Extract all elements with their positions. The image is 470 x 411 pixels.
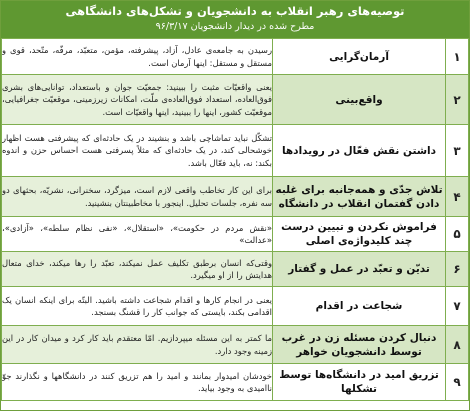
row-description: خودشان امیدوار بمانند و امید را هم تزریق کنند در دانشگاهها و نگذارند جوّ ناامیدی به وجود بیاید. — [2, 364, 273, 401]
row-description: یعنی در انجام کارها و اقدام شجاعت داشته باشید. البتّه برای اینکه انسان یک اقدامی بکند، بایستی که جوانب کار را قشنگ بسنجد. — [2, 287, 273, 326]
row-number: ۹ — [446, 364, 469, 401]
row-topic: واقع‌بینی — [273, 75, 446, 125]
table-row — [2, 75, 469, 125]
table-row — [2, 252, 469, 287]
row-number: ۵ — [446, 217, 469, 252]
row-topic: تدیّن و تعبّد در عمل و گفتار — [273, 252, 446, 287]
row-topic: شجاعت در اقدام — [273, 287, 446, 326]
row-description: ما کمتر به این مسئله میپردازیم. امّا معتقدم باید کار کرد و میدان کار در این زمینه وجود دارد. — [2, 326, 273, 364]
table-row — [2, 364, 469, 401]
table-title: توصیه‌های رهبر انقلاب به دانشجویان و تشکل‌های دانشگاهی — [65, 4, 405, 18]
row-topic: دنبال کردن مسئله زن در غرب توسط دانشجویان خواهر — [273, 326, 446, 364]
row-description: تشکّل نباید تماشاچی باشد و بنشیند در یک حادثه‌ای که پیشرفتی هست اظهار خوشحالی کند، در یک حادثه‌ای که مثلاً پسرفتی هست احساس حزن و اندوه بکند: نه، باید فعّال باشد. — [2, 125, 273, 177]
row-topic: تلاش جدّی و همه‌جانبه برای غلبه دادن گفتمان انقلاب در دانشگاه — [273, 177, 446, 217]
row-number: ۲ — [446, 75, 469, 125]
table-row — [2, 125, 469, 177]
row-number: ۱ — [446, 39, 469, 75]
table-row — [2, 39, 469, 75]
row-number: ۷ — [446, 287, 469, 326]
row-number: ۶ — [446, 252, 469, 287]
row-description: برای این کار تخاطب واقعی لازم است، میزگرد، سخنرانی، نشریّه، بحثهای دو سه نفره، جلسات تحلیل. اینجور با مخاطبینتان بنشینید. — [2, 177, 273, 217]
table-row — [2, 217, 469, 252]
row-topic: داشتن نقش فعّال در رویدادها — [273, 125, 446, 177]
table-row — [2, 177, 469, 217]
row-description: رسیدن به جامعه‌ی عادل، آزاد، پیشرفته، مؤمن، متعبّد، مرفّه، متّحد، قوی و مستقل و مستقل: اینها آرمان است. — [2, 39, 273, 75]
row-topic: فراموش نکردن و تبیین درست چند کلیدواژه‌ی اصلی — [273, 217, 446, 252]
table-row — [2, 287, 469, 326]
row-description: «نقش مردم در حکومت»، «استقلال»، «نفی نظام سلطه»، «آزادی»، «عدالت» — [2, 217, 273, 252]
table-header — [1, 1, 469, 38]
row-description: یعنی واقعیّات مثبت را ببینید: جمعیّت جوان و باستعداد، توانایی‌های بشری فوق‌العاده، استعداد فوق‌العاده‌ی ملّت، امکانات زیرزمینی، موقعیّت جغرافیایی، موقعیّت کشور، اینها را ببینید، اینها واقعیّات است. — [2, 75, 273, 125]
recommendations-table — [1, 38, 469, 401]
row-number: ۳ — [446, 125, 469, 177]
row-description: وقتی‌که انسان برطبق تکلیف عمل نمیکند، تعبّد را رها میکند، خدای متعال هدایتش را از او میگیرد. — [2, 252, 273, 287]
table-subtitle: مطرح شده در دیدار دانشجویان ۹۶/۳/۱۷ — [155, 21, 315, 32]
row-topic: آرمان‌گرایی — [273, 39, 446, 75]
row-number: ۸ — [446, 326, 469, 364]
row-number: ۴ — [446, 177, 469, 217]
table-row — [2, 326, 469, 364]
row-topic: تزریق امید در دانشگاه‌ها توسط تشکلها — [273, 364, 446, 401]
